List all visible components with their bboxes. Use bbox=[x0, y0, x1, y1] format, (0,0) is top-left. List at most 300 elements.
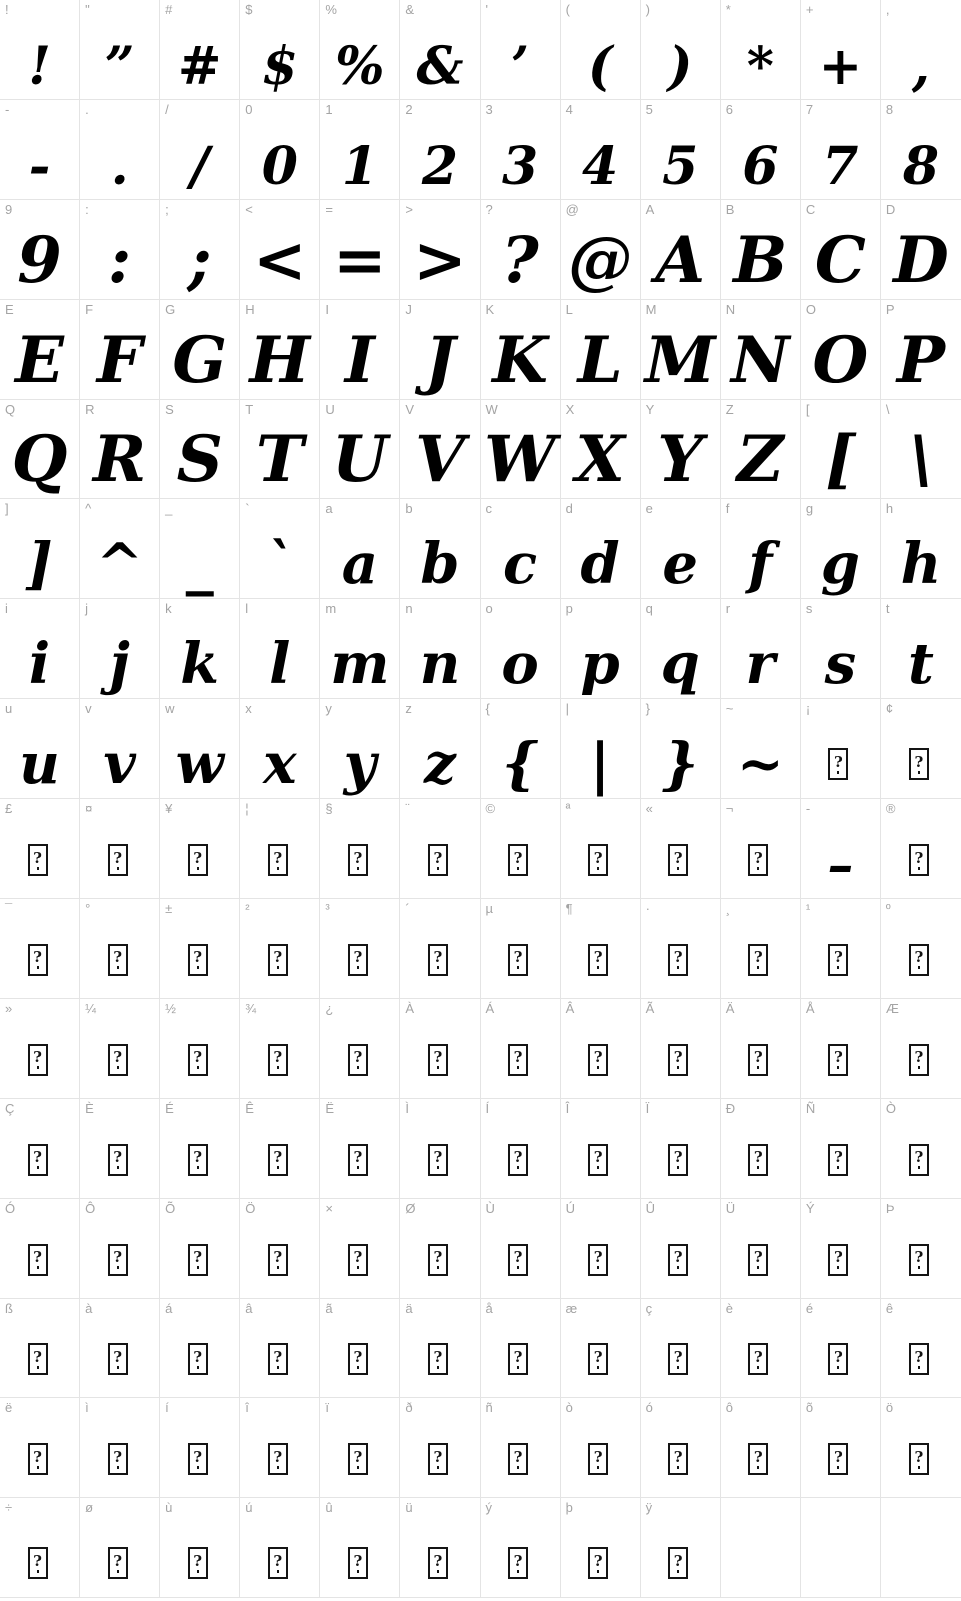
char-code-label: ! bbox=[5, 2, 9, 17]
char-cell bbox=[240, 0, 320, 100]
char-cell bbox=[240, 1099, 320, 1199]
missing-glyph-icon bbox=[108, 1443, 128, 1475]
char-code-label: D bbox=[885, 201, 896, 217]
char-cell bbox=[0, 400, 80, 500]
missing-glyph-icon bbox=[348, 844, 368, 876]
char-glyph: Q bbox=[11, 422, 68, 498]
missing-glyph-dot bbox=[37, 1166, 39, 1169]
char-cell bbox=[881, 999, 961, 1099]
char-code-label: & bbox=[405, 2, 415, 17]
char-cell bbox=[801, 599, 881, 699]
char-cell bbox=[561, 1498, 641, 1598]
char-glyph: m bbox=[330, 631, 390, 698]
char-code-label: ¤ bbox=[85, 801, 93, 817]
char-code-label: B bbox=[725, 201, 735, 217]
char-glyph: D bbox=[893, 222, 949, 298]
char-glyph: C bbox=[814, 222, 866, 298]
char-glyph: W bbox=[484, 422, 556, 498]
missing-glyph-icon bbox=[828, 1244, 848, 1276]
char-cell bbox=[80, 699, 160, 799]
char-code-label: ÿ bbox=[645, 1500, 653, 1516]
missing-glyph-dot bbox=[757, 1366, 759, 1369]
missing-glyph-dot bbox=[197, 1066, 199, 1069]
missing-glyph-icon bbox=[268, 1044, 288, 1076]
char-cell bbox=[801, 1398, 881, 1498]
char-glyph: - bbox=[28, 135, 51, 197]
missing-glyph-question-mark: ? bbox=[353, 1248, 363, 1267]
missing-glyph-question-mark: ? bbox=[113, 948, 122, 967]
missing-glyph-question-mark: ? bbox=[433, 848, 443, 867]
char-cell bbox=[400, 799, 480, 899]
char-cell bbox=[160, 1299, 240, 1399]
missing-glyph-dot bbox=[517, 1366, 519, 1369]
missing-glyph-dot bbox=[918, 867, 920, 870]
char-glyph: k bbox=[180, 631, 220, 698]
missing-glyph-icon bbox=[828, 1443, 848, 1475]
char-code-label: Â bbox=[565, 1000, 575, 1016]
char-code-label: Å bbox=[805, 1000, 815, 1016]
char-glyph: V bbox=[415, 422, 465, 498]
char-glyph: > bbox=[413, 222, 467, 298]
missing-glyph-dot bbox=[117, 867, 119, 870]
missing-glyph-question-mark: ? bbox=[353, 1447, 363, 1466]
char-code-label: ì bbox=[85, 1400, 89, 1416]
missing-glyph-question-mark: ? bbox=[353, 1148, 363, 1167]
char-code-label: 1 bbox=[325, 101, 333, 117]
missing-glyph-question-mark: ? bbox=[593, 1148, 603, 1167]
missing-glyph-dot bbox=[597, 1366, 599, 1369]
char-code-label: ç bbox=[645, 1300, 653, 1316]
char-cell bbox=[0, 300, 80, 400]
char-code-label: # bbox=[165, 2, 173, 17]
missing-glyph-icon bbox=[588, 1144, 608, 1176]
missing-glyph-dot bbox=[437, 1466, 439, 1469]
char-cell bbox=[721, 899, 801, 999]
empty-cell bbox=[881, 1498, 961, 1598]
char-glyph: v bbox=[103, 731, 136, 798]
missing-glyph-dot bbox=[837, 771, 839, 774]
char-cell bbox=[641, 1199, 721, 1299]
missing-glyph-icon bbox=[909, 1244, 929, 1276]
missing-glyph-icon bbox=[909, 944, 929, 976]
missing-glyph-dot bbox=[37, 1366, 39, 1369]
missing-glyph-question-mark: ? bbox=[33, 948, 42, 967]
char-cell bbox=[0, 1398, 80, 1498]
missing-glyph-question-mark: ? bbox=[593, 1447, 603, 1466]
char-cell bbox=[721, 100, 801, 200]
missing-glyph-question-mark: ? bbox=[273, 948, 283, 967]
char-code-label: » bbox=[5, 1000, 13, 1016]
char-code-label: § bbox=[325, 801, 333, 817]
char-cell bbox=[80, 599, 160, 699]
char-code-label: ê bbox=[885, 1300, 894, 1316]
missing-glyph-icon bbox=[428, 1343, 448, 1375]
char-code-label: O bbox=[805, 301, 816, 317]
char-glyph: K bbox=[492, 322, 548, 398]
missing-glyph-icon bbox=[108, 1547, 128, 1579]
char-code-label: ð bbox=[405, 1400, 413, 1416]
char-code-label: - bbox=[805, 801, 811, 817]
char-cell bbox=[400, 1099, 480, 1199]
char-code-label: 5 bbox=[645, 101, 653, 117]
char-code-label: f bbox=[725, 501, 730, 517]
char-code-label: H bbox=[245, 301, 255, 317]
missing-glyph-question-mark: ? bbox=[753, 1148, 763, 1167]
char-cell bbox=[160, 200, 240, 300]
missing-glyph-question-mark: ? bbox=[673, 1248, 683, 1267]
missing-glyph-question-mark: ? bbox=[33, 848, 42, 867]
char-cell bbox=[400, 999, 480, 1099]
char-glyph: % bbox=[335, 35, 385, 97]
missing-glyph-question-mark: ? bbox=[833, 1048, 843, 1067]
missing-glyph-question-mark: ? bbox=[273, 1248, 283, 1267]
missing-glyph-icon bbox=[28, 1244, 48, 1276]
missing-glyph-question-mark: ? bbox=[593, 1248, 603, 1267]
char-cell bbox=[80, 899, 160, 999]
missing-glyph-dot bbox=[437, 1166, 439, 1169]
char-cell bbox=[561, 1398, 641, 1498]
missing-glyph-icon bbox=[668, 844, 688, 876]
char-cell bbox=[881, 1299, 961, 1399]
char-cell bbox=[400, 1498, 480, 1598]
missing-glyph-dot bbox=[918, 1166, 920, 1169]
missing-glyph-question-mark: ? bbox=[914, 1248, 924, 1267]
char-glyph: O bbox=[812, 322, 869, 398]
char-code-label: @ bbox=[565, 201, 579, 217]
char-cell bbox=[80, 999, 160, 1099]
missing-glyph-icon bbox=[348, 944, 368, 976]
char-code-label: / bbox=[165, 101, 169, 117]
char-code-label: ë bbox=[5, 1400, 13, 1416]
char-cell bbox=[721, 1299, 801, 1399]
char-cell bbox=[0, 0, 80, 100]
char-cell bbox=[0, 799, 80, 899]
char-cell bbox=[80, 0, 160, 100]
char-glyph: N bbox=[731, 322, 790, 398]
char-cell bbox=[721, 0, 801, 100]
char-glyph: g bbox=[820, 531, 860, 598]
char-code-label: Á bbox=[485, 1000, 495, 1016]
char-cell bbox=[801, 400, 881, 500]
char-glyph: f bbox=[748, 531, 773, 598]
char-code-label: % bbox=[325, 2, 337, 17]
char-code-label: å bbox=[485, 1300, 493, 1316]
char-code-label: 9 bbox=[5, 201, 13, 217]
char-code-label: b bbox=[405, 501, 413, 517]
char-glyph: _ bbox=[185, 531, 214, 598]
char-glyph: ~ bbox=[736, 731, 784, 798]
char-cell bbox=[561, 699, 641, 799]
missing-glyph-dot bbox=[117, 1266, 119, 1269]
missing-glyph-question-mark: ? bbox=[914, 848, 924, 867]
missing-glyph-icon bbox=[828, 1343, 848, 1375]
missing-glyph-icon bbox=[28, 944, 48, 976]
missing-glyph-icon bbox=[508, 844, 528, 876]
char-glyph: n bbox=[419, 631, 461, 698]
missing-glyph-icon bbox=[188, 844, 208, 876]
char-code-label: à bbox=[85, 1300, 93, 1316]
char-code-label: Ö bbox=[245, 1200, 256, 1216]
char-cell bbox=[641, 1099, 721, 1199]
missing-glyph-dot bbox=[437, 1366, 439, 1369]
char-cell bbox=[721, 400, 801, 500]
char-code-label: p bbox=[565, 601, 573, 617]
char-code-label: × bbox=[325, 1200, 333, 1216]
char-glyph: j bbox=[109, 631, 130, 698]
missing-glyph-question-mark: ? bbox=[33, 1347, 42, 1366]
char-code-label: Õ bbox=[165, 1200, 176, 1216]
missing-glyph-question-mark: ? bbox=[753, 1447, 763, 1466]
missing-glyph-question-mark: ? bbox=[353, 948, 363, 967]
char-code-label: Q bbox=[5, 401, 16, 417]
char-code-label: · bbox=[645, 901, 650, 917]
char-glyph: 9 bbox=[17, 222, 62, 298]
char-cell bbox=[320, 400, 400, 500]
missing-glyph-dot bbox=[757, 966, 759, 969]
missing-glyph-icon bbox=[188, 1443, 208, 1475]
char-code-label: o bbox=[485, 601, 493, 617]
char-code-label: 6 bbox=[725, 101, 733, 117]
char-cell bbox=[481, 300, 561, 400]
char-cell bbox=[561, 400, 641, 500]
char-glyph: . bbox=[110, 135, 129, 197]
missing-glyph-icon bbox=[909, 1343, 929, 1375]
char-code-label: \ bbox=[885, 401, 890, 417]
missing-glyph-dot bbox=[517, 1466, 519, 1469]
char-glyph: E bbox=[15, 322, 64, 398]
missing-glyph-question-mark: ? bbox=[353, 848, 363, 867]
char-cell bbox=[240, 400, 320, 500]
char-cell bbox=[641, 799, 721, 899]
missing-glyph-question-mark: ? bbox=[513, 1551, 523, 1570]
missing-glyph-question-mark: ? bbox=[593, 1551, 603, 1570]
char-cell bbox=[400, 400, 480, 500]
missing-glyph-icon bbox=[668, 1144, 688, 1176]
missing-glyph-dot bbox=[517, 1570, 519, 1573]
missing-glyph-icon bbox=[108, 1044, 128, 1076]
char-code-label: û bbox=[325, 1500, 333, 1516]
missing-glyph-icon bbox=[28, 1547, 48, 1579]
missing-glyph-icon bbox=[508, 1547, 528, 1579]
char-cell bbox=[0, 1099, 80, 1199]
missing-glyph-dot bbox=[197, 1266, 199, 1269]
char-cell bbox=[641, 699, 721, 799]
missing-glyph-icon bbox=[668, 1244, 688, 1276]
char-cell bbox=[721, 799, 801, 899]
missing-glyph-question-mark: ? bbox=[193, 848, 203, 867]
char-cell bbox=[320, 300, 400, 400]
missing-glyph-dot bbox=[277, 966, 279, 969]
missing-glyph-icon bbox=[668, 1044, 688, 1076]
missing-glyph-icon bbox=[268, 1244, 288, 1276]
char-cell bbox=[721, 1398, 801, 1498]
char-cell bbox=[641, 1398, 721, 1498]
missing-glyph-question-mark: ? bbox=[673, 1347, 683, 1366]
char-glyph: ! bbox=[28, 35, 51, 97]
char-code-label: ¾ bbox=[245, 1000, 257, 1016]
missing-glyph-question-mark: ? bbox=[833, 1447, 843, 1466]
char-code-label: X bbox=[565, 401, 575, 417]
char-glyph: y bbox=[343, 731, 377, 798]
missing-glyph-dot bbox=[677, 966, 679, 969]
missing-glyph-dot bbox=[517, 1266, 519, 1269]
char-code-label: ¹ bbox=[805, 901, 811, 917]
char-glyph: b bbox=[420, 531, 460, 598]
missing-glyph-question-mark: ? bbox=[433, 1347, 443, 1366]
char-cell bbox=[320, 1299, 400, 1399]
char-glyph: 5 bbox=[662, 135, 699, 197]
char-cell bbox=[400, 1199, 480, 1299]
char-code-label: ü bbox=[405, 1500, 413, 1516]
char-glyph: x bbox=[263, 731, 297, 798]
missing-glyph-question-mark: ? bbox=[113, 1148, 122, 1167]
missing-glyph-dot bbox=[918, 1066, 920, 1069]
char-glyph: J bbox=[424, 322, 456, 398]
char-cell bbox=[0, 899, 80, 999]
char-cell bbox=[801, 799, 881, 899]
missing-glyph-question-mark: ? bbox=[513, 1048, 523, 1067]
char-glyph: @ bbox=[568, 222, 633, 298]
char-code-label: ± bbox=[165, 901, 173, 917]
missing-glyph-dot bbox=[37, 1266, 39, 1269]
char-code-label: ¢ bbox=[885, 701, 894, 717]
char-cell bbox=[320, 200, 400, 300]
char-code-label: è bbox=[725, 1300, 733, 1316]
char-cell bbox=[561, 499, 641, 599]
char-cell bbox=[881, 1199, 961, 1299]
char-cell bbox=[801, 1299, 881, 1399]
char-cell bbox=[561, 1199, 641, 1299]
missing-glyph-dot bbox=[517, 966, 519, 969]
missing-glyph-question-mark: ? bbox=[273, 1447, 283, 1466]
char-cell bbox=[641, 599, 721, 699]
missing-glyph-dot bbox=[357, 1570, 359, 1573]
char-code-label: " bbox=[85, 2, 90, 17]
missing-glyph-question-mark: ? bbox=[273, 848, 283, 867]
char-cell bbox=[641, 999, 721, 1099]
missing-glyph-icon bbox=[909, 1144, 929, 1176]
missing-glyph-question-mark: ? bbox=[833, 1347, 843, 1366]
char-code-label: h bbox=[885, 501, 894, 517]
char-code-label: ¬ bbox=[725, 801, 734, 817]
missing-glyph-icon bbox=[828, 944, 848, 976]
char-glyph: l bbox=[269, 631, 291, 698]
missing-glyph-dot bbox=[37, 1570, 39, 1573]
missing-glyph-question-mark: ? bbox=[433, 1447, 443, 1466]
missing-glyph-dot bbox=[517, 1166, 519, 1169]
char-cell bbox=[0, 1498, 80, 1598]
char-cell bbox=[0, 999, 80, 1099]
char-cell bbox=[881, 799, 961, 899]
missing-glyph-dot bbox=[597, 1466, 599, 1469]
char-cell bbox=[481, 699, 561, 799]
char-code-label: Ë bbox=[325, 1100, 334, 1116]
char-code-label: Ã bbox=[645, 1000, 655, 1016]
missing-glyph-dot bbox=[277, 1166, 279, 1169]
missing-glyph-question-mark: ? bbox=[753, 848, 763, 867]
char-code-label: ´ bbox=[405, 901, 410, 917]
char-code-label: Ò bbox=[885, 1100, 897, 1116]
char-cell bbox=[320, 599, 400, 699]
char-glyph: z bbox=[424, 731, 456, 798]
char-code-label: - bbox=[5, 101, 10, 117]
char-cell bbox=[641, 499, 721, 599]
char-cell bbox=[881, 300, 961, 400]
missing-glyph-dot bbox=[197, 1570, 199, 1573]
char-cell bbox=[160, 400, 240, 500]
char-code-label: Ó bbox=[5, 1200, 16, 1216]
char-code-label: ñ bbox=[485, 1400, 493, 1416]
char-code-label: C bbox=[805, 201, 816, 217]
char-cell bbox=[240, 1299, 320, 1399]
char-code-label: À bbox=[405, 1000, 415, 1016]
char-code-label: ø bbox=[85, 1500, 94, 1516]
char-glyph: A bbox=[655, 222, 706, 298]
char-cell bbox=[320, 899, 400, 999]
missing-glyph-question-mark: ? bbox=[353, 1347, 363, 1366]
missing-glyph-question-mark: ? bbox=[33, 1551, 42, 1570]
char-glyph: ` bbox=[265, 531, 294, 598]
char-cell bbox=[481, 899, 561, 999]
missing-glyph-dot bbox=[277, 1266, 279, 1269]
missing-glyph-question-mark: ? bbox=[914, 1148, 924, 1167]
char-cell bbox=[160, 1199, 240, 1299]
missing-glyph-question-mark: ? bbox=[433, 1551, 443, 1570]
missing-glyph-question-mark: ? bbox=[513, 1347, 523, 1366]
missing-glyph-question-mark: ? bbox=[273, 1148, 283, 1167]
char-code-label: Û bbox=[645, 1200, 656, 1216]
missing-glyph-question-mark: ? bbox=[673, 1048, 683, 1067]
char-glyph: ^ bbox=[96, 531, 144, 598]
char-code-label: P bbox=[885, 301, 895, 317]
char-cell bbox=[0, 1199, 80, 1299]
char-code-label: j bbox=[85, 601, 88, 617]
char-code-label: Z bbox=[725, 401, 734, 417]
char-code-label: M bbox=[645, 301, 657, 317]
char-code-label: e bbox=[645, 501, 653, 517]
missing-glyph-question-mark: ? bbox=[593, 1347, 603, 1366]
char-code-label: d bbox=[565, 501, 573, 517]
char-cell bbox=[721, 599, 801, 699]
missing-glyph-question-mark: ? bbox=[513, 848, 523, 867]
missing-glyph-icon bbox=[588, 944, 608, 976]
char-glyph: ) bbox=[667, 35, 693, 97]
char-cell bbox=[481, 499, 561, 599]
missing-glyph-icon bbox=[268, 1343, 288, 1375]
char-code-label: * bbox=[725, 2, 731, 17]
char-cell bbox=[0, 599, 80, 699]
missing-glyph-icon bbox=[508, 1343, 528, 1375]
missing-glyph-dot bbox=[597, 867, 599, 870]
char-glyph: } bbox=[662, 731, 699, 798]
char-code-label: i bbox=[5, 601, 8, 617]
char-code-label: Ø bbox=[405, 1200, 416, 1216]
char-code-label: í bbox=[165, 1400, 169, 1416]
missing-glyph-dot bbox=[197, 1166, 199, 1169]
char-code-label: 0 bbox=[245, 101, 253, 117]
char-cell bbox=[80, 200, 160, 300]
char-code-label: x bbox=[245, 701, 252, 717]
missing-glyph-question-mark: ? bbox=[113, 1447, 122, 1466]
char-code-label: s bbox=[805, 601, 813, 617]
missing-glyph-dot bbox=[357, 1366, 359, 1369]
char-cell bbox=[721, 499, 801, 599]
missing-glyph-question-mark: ? bbox=[513, 1148, 523, 1167]
char-glyph: T bbox=[255, 422, 304, 498]
char-cell bbox=[561, 200, 641, 300]
char-code-label: N bbox=[725, 301, 736, 317]
char-code-label: Ç bbox=[5, 1100, 15, 1116]
